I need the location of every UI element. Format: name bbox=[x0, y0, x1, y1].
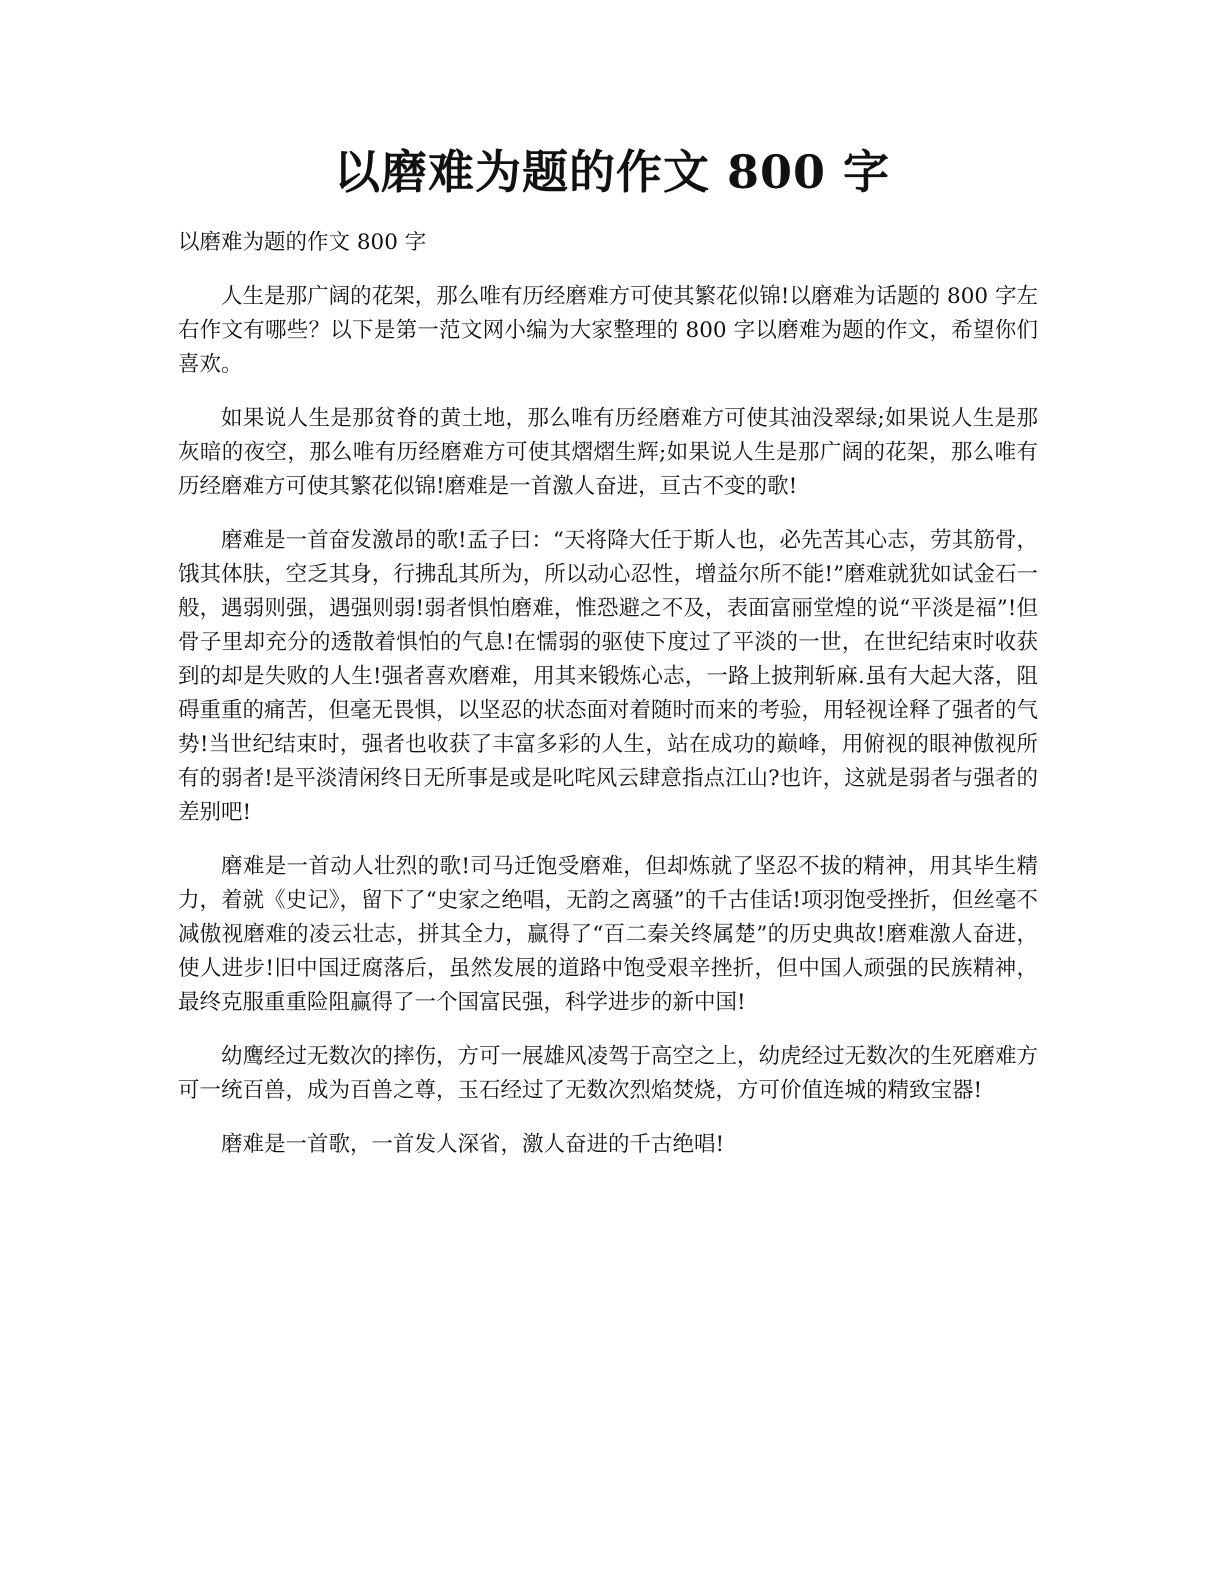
paragraph-2: 如果说人生是那贫脊的黄土地，那么唯有历经磨难方可使其油没翠绿;如果说人生是那灰暗的夜空，那么唯有历经磨难方可使其熠熠生辉;如果说人生是那广阔的花架，那么唯有历经磨难方可使其繁花似锦!磨难是一首激人奋进，亘古不变的歌! bbox=[178, 406, 1038, 499]
document-title: 以磨难为题的作文 800 字 bbox=[333, 145, 891, 199]
document-subtitle: 以磨难为题的作文 800 字 bbox=[178, 230, 427, 255]
paragraph-1: 人生是那广阔的花架，那么唯有历经磨难方可使其繁花似锦!以磨难为话题的 800 字左右作文有哪些？以下是第一范文网小编为大家整理的 800 字以磨难为题的作文，希望你们喜欢。 bbox=[178, 284, 1038, 377]
paragraph-5: 幼鹰经过无数次的摔伤，方可一展雄风凌驾于高空之上，幼虎经过无数次的生死磨难方可一统百兽，成为百兽之尊，玉石经过了无数次烈焰焚烧，方可价值连城的精致宝器! bbox=[178, 1044, 1039, 1103]
document-body bbox=[178, 226, 1038, 1182]
paragraph-3: 磨难是一首奋发激昂的歌!孟子曰：“天将降大任于斯人也，必先苦其心志，劳其筋骨，饿其体肤，空乏其身，行拂乱其所为，所以动心忍性，增益尔所不能!”磨难就犹如试金石一般，遇弱则强，遇强则弱!弱者惧怕磨难，惟恐避之不及，表面富丽堂煌的说“平淡是福”!但骨子里却充分的透散着惧怕的气息!在懦弱的驱使下度过了平淡的一世，在世纪结束时收获到的却是失败的人生!强者喜欢磨难，用其来锻炼心志，一路上披荆斩麻.虽有大起大落，阻碍重重的痛苦，但毫无畏惧，以坚忍的状态面对着随时而来的考验，用轻视诠释了强者的气势!当世纪结束时，强者也收获了丰富多彩的人生，站在成功的巅峰，用俯视的眼神傲视所有的弱者!是平淡清闲终日无所事是或是叱咤风云肆意指点江山?也许，这就是弱者与强者的差别吧! bbox=[178, 528, 1039, 825]
paragraph-6: 磨难是一首歌，一首发人深省，激人奋进的千古绝唱! bbox=[221, 1132, 725, 1157]
paragraph-4: 磨难是一首动人壮烈的歌!司马迁饱受磨难，但却炼就了坚忍不拔的精神，用其毕生精力，着就《史记》，留下了“史家之绝唱，无韵之离骚”的千古佳话!项羽饱受挫折，但丝毫不减傲视磨难的凌云壮志，拼其全力，赢得了“百二秦关终属楚”的历史典故!磨难激人奋进，使人进步!旧中国迂腐落后，虽然发展的道路中饱受艰辛挫折，但中国人顽强的民族精神，最终克服重重险阻赢得了一个国富民强，科学进步的新中国! bbox=[178, 854, 1038, 1015]
